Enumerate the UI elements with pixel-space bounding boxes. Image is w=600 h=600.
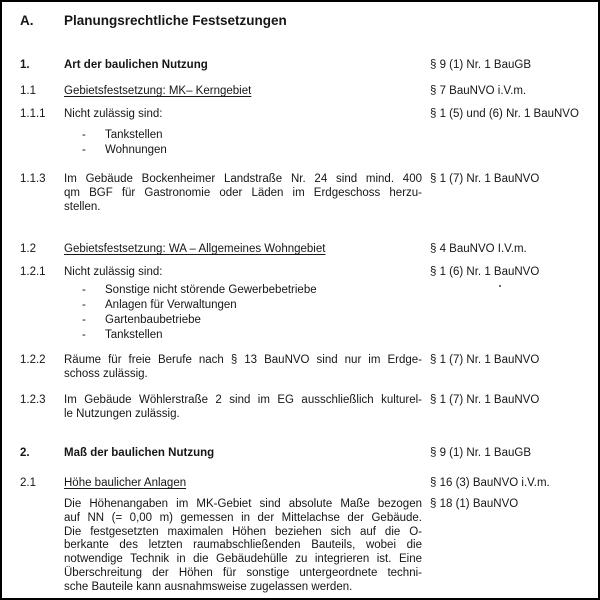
list-dash: -	[82, 299, 86, 311]
list-item	[64, 313, 422, 328]
list-item-text: Tankstellen	[105, 329, 163, 341]
section-text: Nicht zulässig sind:	[64, 108, 163, 120]
section-number: 1.1.3	[20, 173, 46, 185]
section-1-2-3-row	[20, 393, 594, 421]
paragraph-line: Räume für freie Berufe nach § 13 BauNVO sind nur im Erdge-	[64, 354, 422, 366]
list-dash: -	[82, 129, 86, 141]
paragraph-line: stellen.	[64, 201, 101, 213]
paragraph-line: notwendige Technik in die Gebäudehülle zu integrieren ist. Eine	[64, 553, 422, 566]
list-dash: -	[82, 314, 86, 326]
scan-artifact-dot	[499, 285, 501, 287]
section-1-row	[20, 58, 594, 72]
list-item	[64, 128, 422, 143]
section-title: Maß der baulichen Nutzung	[64, 447, 215, 459]
main-heading-title: Planungsrechtliche Festsetzungen	[64, 13, 287, 28]
list-dash: -	[82, 329, 86, 341]
section-1-2-2-row	[20, 353, 594, 381]
legal-reference: § 9 (1) Nr. 1 BauGB	[430, 447, 531, 459]
paragraph-line: berkante des letzten raumabschließenden Bauteils, wobei die	[64, 539, 422, 552]
legal-reference: § 4 BauNVO I.V.m.	[430, 243, 527, 255]
list-item-text: Tankstellen	[105, 129, 163, 141]
section-text: Nicht zulässig sind:	[64, 266, 163, 278]
legal-reference: § 1 (7) Nr. 1 BauNVO	[430, 354, 540, 366]
section-number: 1.1.1	[20, 108, 46, 120]
section-number: 2.1	[20, 477, 36, 489]
section-2-row	[20, 446, 594, 460]
section-title-underlined: Höhe baulicher Anlagen	[64, 477, 187, 489]
paragraph-line: Im Gebäude Wöhlerstraße 2 sind im EG ausschließlich kulturel-	[64, 394, 422, 406]
list-item	[64, 283, 422, 298]
section-1-2-row	[20, 242, 594, 256]
legal-reference: § 1 (6) Nr. 1 BauNVO	[430, 266, 540, 278]
paragraph-line: sche Bauteile kann ausnahmsweise zugelassen werden.	[64, 580, 353, 593]
list-item	[64, 328, 422, 343]
section-1-1-3-row	[20, 172, 594, 214]
paragraph-line: Überschreitung der Höhen für sonstige untergeordnete techni-	[64, 566, 422, 579]
legal-reference: § 1 (5) und (6) Nr. 1 BauNVO	[430, 108, 579, 120]
section-2-1-paragraph-row	[20, 498, 594, 595]
list-1-1-1	[20, 128, 594, 158]
list-dash: -	[82, 144, 86, 156]
main-heading-ref-empty	[422, 12, 594, 29]
paragraph-line: Die festgesetzten maximalen Höhen beziehen sich auf die O-	[64, 525, 422, 538]
section-number: 1.2.3	[20, 394, 46, 406]
section-number: 1.	[20, 59, 30, 71]
list-item	[64, 143, 422, 158]
paragraph-line: qm BGF für Gastronomie oder Läden im Erdgeschoss herzu-	[64, 187, 422, 199]
paragraph-line: le Nutzungen zulässig.	[64, 408, 180, 420]
section-number: 1.1	[20, 85, 36, 97]
paragraph-line: schoss zulässig.	[64, 368, 148, 380]
legal-reference: § 16 (3) BauNVO i.V.m.	[430, 477, 550, 489]
section-1-2-1-row	[20, 265, 594, 279]
section-1-1-row	[20, 84, 594, 98]
paragraph-line: auf NN (= 0,00 m) gemessen in der Mittelachse der Gebäude.	[64, 511, 422, 524]
paragraph-line: Im Gebäude Bockenheimer Landstraße Nr. 24 sind mind. 400	[64, 173, 422, 185]
section-title: Art der baulichen Nutzung	[64, 59, 208, 71]
list-dash: -	[82, 284, 86, 296]
list-item-text: Gartenbaubetriebe	[105, 314, 201, 326]
section-number: 1.2.1	[20, 266, 46, 278]
paragraph-line: Die Höhenangaben im MK-Gebiet sind absolute Maße bezogen	[64, 498, 422, 510]
legal-reference: § 1 (7) Nr. 1 BauNVO	[430, 394, 540, 406]
list-1-2-1	[20, 283, 594, 343]
list-item-text: Wohnungen	[105, 144, 167, 156]
section-number: 1.2.2	[20, 354, 46, 366]
legal-reference: § 7 BauNVO i.V.m.	[430, 85, 527, 97]
section-number: 2.	[20, 447, 30, 459]
legal-reference: § 9 (1) Nr. 1 BauGB	[430, 59, 531, 71]
main-heading-row	[20, 12, 594, 29]
section-title-underlined: Gebietsfestsetzung: MK– Kerngebiet	[64, 85, 252, 97]
section-1-1-1-row	[20, 107, 594, 121]
list-item	[64, 298, 422, 313]
legal-reference: § 18 (1) BauNVO	[430, 498, 519, 510]
main-heading-number: A.	[20, 13, 34, 28]
legal-reference: § 1 (7) Nr. 1 BauNVO	[430, 173, 540, 185]
list-item-text: Anlagen für Verwaltungen	[105, 299, 237, 311]
list-item-text: Sonstige nicht störende Gewerbebetriebe	[105, 284, 317, 296]
section-title-underlined: Gebietsfestsetzung: WA – Allgemeines Wohngebiet	[64, 243, 326, 255]
section-number: 1.2	[20, 243, 36, 255]
section-2-1-row	[20, 476, 594, 490]
